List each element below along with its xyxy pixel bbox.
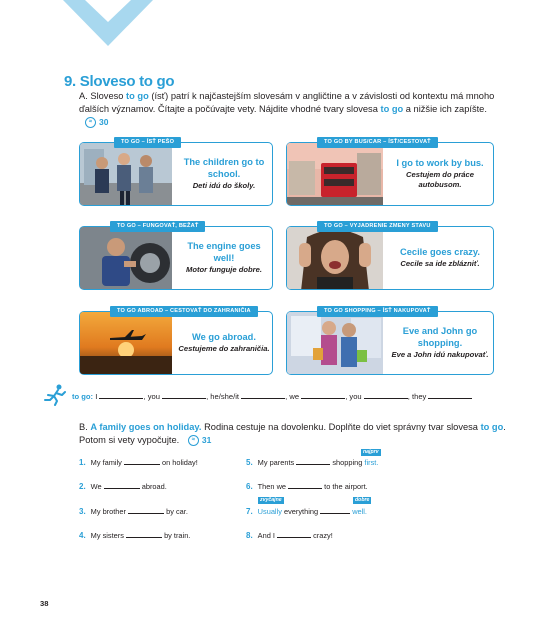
card-text	[387, 312, 493, 374]
exercise-item	[79, 506, 188, 516]
intro-text: a nižšie ich zapíšte.	[405, 104, 487, 115]
part-a-label: A. Sloveso	[79, 91, 124, 101]
exercise-number: 7.	[246, 507, 253, 516]
answer-blank[interactable]	[364, 391, 408, 399]
answer-blank[interactable]	[296, 457, 330, 465]
answer-blank[interactable]	[320, 506, 350, 514]
section-number: 9.	[64, 73, 76, 90]
pronoun: , they	[407, 392, 427, 401]
exercise-text: by train.	[164, 531, 191, 540]
exercise-text: Usually	[257, 507, 282, 516]
verb-highlight: to go	[126, 91, 149, 101]
exercise-text: My brother	[90, 507, 126, 516]
intro-paragraph	[79, 90, 499, 130]
photo-red-bus	[287, 143, 383, 205]
photo-airplane-sunset	[80, 312, 172, 374]
answer-blank[interactable]	[162, 391, 206, 399]
exercise-number: 6.	[246, 482, 253, 491]
exercise-item	[246, 506, 367, 516]
exercise-text: We	[90, 482, 102, 491]
slovak-translation: Deti idú do školy.	[192, 181, 256, 190]
exercise-text: on holiday!	[162, 458, 198, 467]
exercise-number: 1.	[79, 458, 86, 467]
to-go-conjugation-row	[72, 391, 472, 401]
to-go-label: to go:	[72, 392, 94, 401]
answer-blank[interactable]	[241, 391, 285, 399]
card-caption: TO GO ABROAD – CESTOVAŤ DO ZAHRANIČIA	[110, 306, 258, 317]
photo-crazy-woman	[287, 227, 383, 289]
exercise-item	[79, 481, 167, 491]
exercise-text: abroad.	[141, 482, 167, 491]
part-b-instructions	[79, 421, 509, 447]
part-b-label: B.	[79, 422, 88, 432]
exercise-item	[246, 481, 368, 491]
card-text	[387, 227, 493, 289]
english-sentence: We go abroad.	[192, 331, 256, 342]
answer-blank[interactable]	[428, 391, 472, 399]
card-text	[387, 143, 493, 205]
answer-blank[interactable]	[128, 506, 164, 514]
chevron-decoration-icon	[63, 0, 153, 48]
photo-mechanic	[80, 227, 172, 289]
pronoun: , you	[345, 392, 362, 401]
example-card	[286, 223, 494, 290]
card-text	[176, 143, 272, 205]
exercise-item	[79, 530, 190, 540]
photo-shopping	[287, 312, 383, 374]
exercise-text: My parents	[257, 458, 295, 467]
pronoun: , we	[285, 392, 300, 401]
exercise-item	[246, 457, 378, 467]
verb-highlight: to go	[480, 422, 504, 432]
exercise-number: 2.	[79, 482, 86, 491]
card-caption: TO GO – ÍSŤ PEŠO	[114, 137, 181, 148]
page-number: 38	[40, 599, 49, 608]
answer-blank[interactable]	[99, 391, 143, 399]
exercise-number: 8.	[246, 531, 253, 540]
card-caption: TO GO BY BUS/CAR – ÍSŤ/CESTOVAŤ	[317, 137, 438, 148]
answer-blank[interactable]	[288, 481, 322, 489]
exercise-text: shopping	[332, 458, 363, 467]
exercise-text: everything	[283, 507, 319, 516]
exercise-text: first.	[364, 458, 379, 467]
answer-blank[interactable]	[104, 481, 140, 489]
intro-text: (ísť) patrí k najčastejším slovesám v angličtine a v závislosti od kontextu má mnoho ďalších významov. Čítajte a počúvajte vety. Nájdite vhodné tvary slovesa	[79, 91, 495, 115]
english-sentence: The children go to school.	[183, 157, 265, 179]
exercise-item	[79, 457, 198, 467]
photo-children-walking	[80, 143, 172, 205]
answer-blank[interactable]	[277, 530, 311, 538]
exercise-text: by car.	[166, 507, 188, 516]
exercise-text: My sisters	[90, 531, 124, 540]
exercise-text: crazy!	[313, 531, 333, 540]
exercise-text: And I	[257, 531, 275, 540]
example-card	[79, 139, 273, 206]
exercise-item	[246, 530, 333, 540]
card-caption: TO GO – VYJADRENIE ZMENY STAVU	[317, 221, 438, 232]
example-card	[79, 223, 273, 290]
card-text	[176, 227, 272, 289]
answer-blank[interactable]	[301, 391, 345, 399]
pronoun: , he/she/it	[206, 392, 239, 401]
verb-highlight: to go	[380, 104, 404, 115]
slovak-translation: Cestujeme do zahraničia.	[178, 344, 270, 354]
exercise-number: 4.	[79, 531, 86, 540]
vocab-hint: zvyčajne	[260, 497, 282, 503]
slovak-translation: Eve a John idú nakupovať.	[391, 350, 489, 359]
exercise-number: 3.	[79, 507, 86, 516]
slovak-translation: Cestujem do práce autobusom.	[406, 170, 474, 190]
card-caption: TO GO SHOPPING – ÍSŤ NAKUPOVAŤ	[317, 306, 438, 317]
running-figure-icon	[44, 384, 68, 406]
pronoun: I	[95, 392, 98, 401]
audio-track-icon[interactable]: ≈	[85, 117, 96, 128]
exercise-text: Then we	[257, 482, 287, 491]
example-card	[286, 308, 494, 375]
audio-track-icon[interactable]: ≈	[188, 435, 199, 446]
slovak-translation: Motor funguje dobre.	[186, 265, 262, 274]
section-heading	[64, 73, 174, 90]
exercise-text: well.	[352, 507, 367, 516]
track-number: 30	[99, 117, 109, 128]
example-card	[79, 308, 273, 375]
card-caption: TO GO – FUNGOVAŤ, BEŽAŤ	[110, 221, 205, 232]
vocab-hint: dobre	[355, 497, 370, 503]
english-sentence: The engine goes well!	[187, 241, 261, 263]
part-b-text: Rodina cestuje na dovolenku. Doplňte do viet správny tvar slovesa	[204, 422, 478, 432]
exercise-number: 5.	[246, 458, 253, 467]
exercise-text: My family	[90, 458, 122, 467]
example-card	[286, 139, 494, 206]
answer-blank[interactable]	[124, 457, 160, 465]
vocab-hint: najprv	[363, 449, 379, 455]
track-number: 31	[201, 435, 212, 446]
part-b-text: . Potom si vety vypočujte.	[79, 422, 506, 446]
slovak-translation: Cecile sa ide zblázniť.	[400, 259, 480, 269]
answer-blank[interactable]	[126, 530, 162, 538]
english-sentence: Cecile goes crazy.	[400, 246, 480, 257]
pronoun: , you	[143, 392, 160, 401]
english-sentence: Eve and John go shopping.	[402, 326, 478, 348]
part-b-title: A family goes on holiday.	[90, 422, 202, 432]
section-title: Sloveso to go	[79, 73, 175, 90]
english-sentence: I go to work by bus.	[396, 157, 484, 168]
card-text	[176, 312, 272, 374]
exercise-text: to the airport.	[324, 482, 368, 491]
